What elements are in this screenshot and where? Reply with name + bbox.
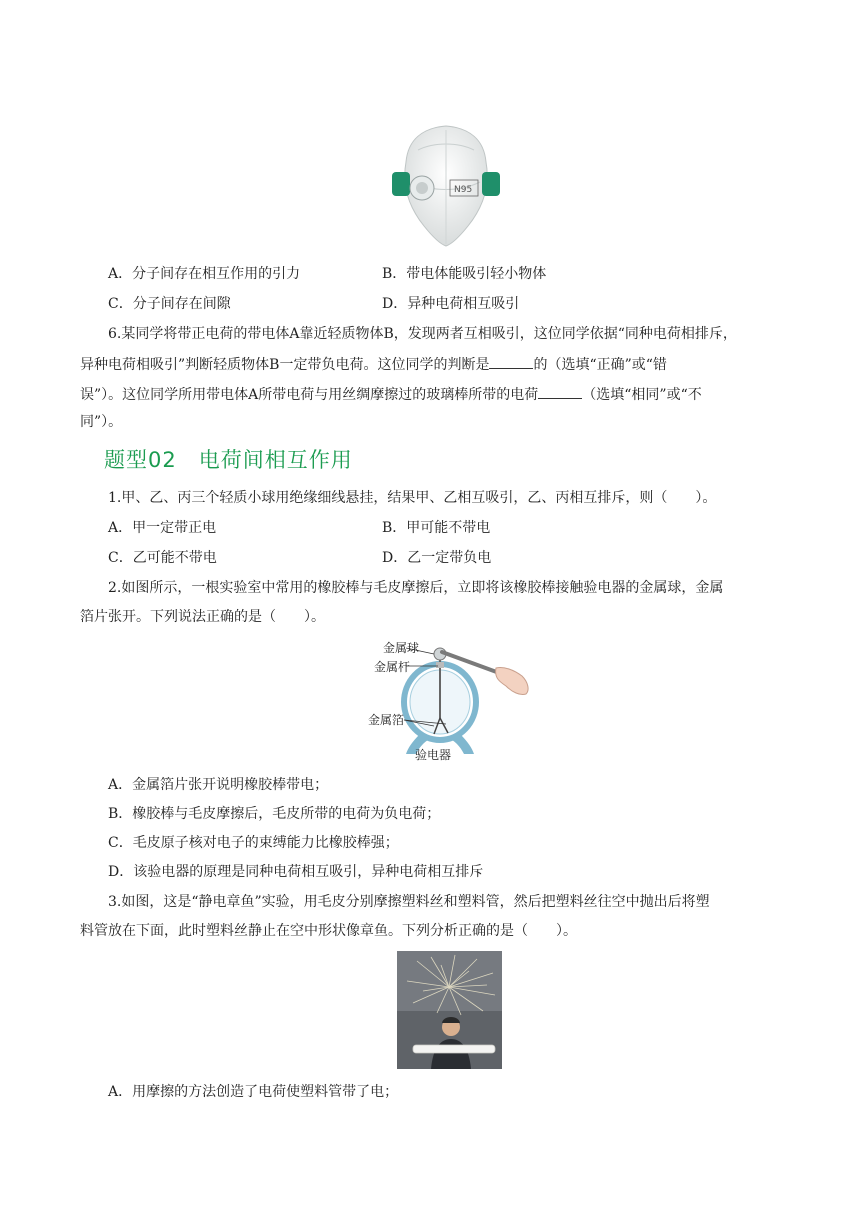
- q6-line3-text: 误”）。这位同学所用带电体A所带电荷与用丝绸摩擦过的玻璃棒所带的电荷: [80, 387, 539, 403]
- q2-option-b: B．橡胶棒与毛皮摩擦后，毛皮所带的电荷为负电荷；: [108, 806, 441, 822]
- q6-line2-text: 异种电荷相吸引”判断轻质物体B一定带负电荷。这位同学的判断是: [80, 357, 490, 373]
- q1-option-b: B．甲可能不带电: [382, 520, 491, 536]
- q1-option-a: A．甲一定带正电: [108, 520, 217, 536]
- q2-line1: 2.如图所示，一根实验室中常用的橡胶棒与毛皮摩擦后，立即将该橡胶棒接触验电器的金属球，金属: [108, 580, 724, 596]
- q6-blank-2: [538, 384, 582, 399]
- q2-option-a: A．金属箔片张开说明橡胶棒带电；: [108, 777, 329, 793]
- q6-line3: [80, 384, 702, 405]
- q5-option-a: A．分子间存在相互作用的引力: [108, 266, 301, 282]
- q3-line1: 3.如图，这是“静电章鱼”实验，用毛皮分别摩擦塑料丝和塑料管，然后把塑料丝往空中抛出后将塑: [108, 894, 710, 910]
- electroscope-figure: [362, 638, 534, 766]
- mask-image: [388, 122, 504, 248]
- q2-option-c: C．毛皮原子核对电子的束缚能力比橡胶棒强；: [108, 835, 399, 851]
- q1-option-c: C．乙可能不带电: [108, 550, 217, 566]
- label-metal-rod: 金属杆: [374, 660, 411, 674]
- q6-blank-1: [489, 354, 533, 369]
- q3-line2: 料管放在下面，此时塑料丝静止在空中形状像章鱼。下列分析正确的是（ ）。: [80, 923, 577, 939]
- svg-text:N95: N95: [454, 185, 473, 195]
- q6-line3-tail: （选填“相同”或“不: [582, 387, 702, 403]
- section-heading: 题型02 电荷间相互作用: [104, 448, 353, 472]
- q6-line4: 同”）。: [80, 414, 123, 430]
- q5-option-c: C．分子间存在间隙: [108, 296, 231, 312]
- q5-option-b: B．带电体能吸引轻小物体: [382, 266, 547, 282]
- label-metal-ball: 金属球: [383, 641, 420, 655]
- q1-stem: 1.甲、乙、丙三个轻质小球用绝缘细线悬挂，结果甲、乙相互吸引，乙、丙相互排斥，则（ ）。: [108, 490, 717, 506]
- q6-line2: [80, 354, 667, 375]
- q2-line2: 箔片张开。下列说法正确的是（ ）。: [80, 609, 325, 625]
- q3-option-a: A．用摩擦的方法创造了电荷使塑料管带了电；: [108, 1084, 399, 1100]
- q6-line1: 6.某同学将带正电荷的带电体A靠近轻质物体B，发现两者互相吸引，这位同学依据“同种电荷相排斥，: [108, 326, 737, 342]
- static-octopus-photo: [397, 951, 502, 1069]
- q1-option-d: D．乙一定带负电: [382, 550, 492, 566]
- q6-line2-tail: 的（选填“正确”或“错: [533, 357, 667, 373]
- label-metal-foil: 金属箔: [368, 713, 405, 727]
- figure-caption-electroscope: 验电器: [415, 748, 452, 762]
- q5-option-d: D．异种电荷相互吸引: [382, 296, 520, 312]
- q2-option-d: D．该验电器的原理是同种电荷相互吸引，异种电荷相互排斥: [108, 864, 484, 880]
